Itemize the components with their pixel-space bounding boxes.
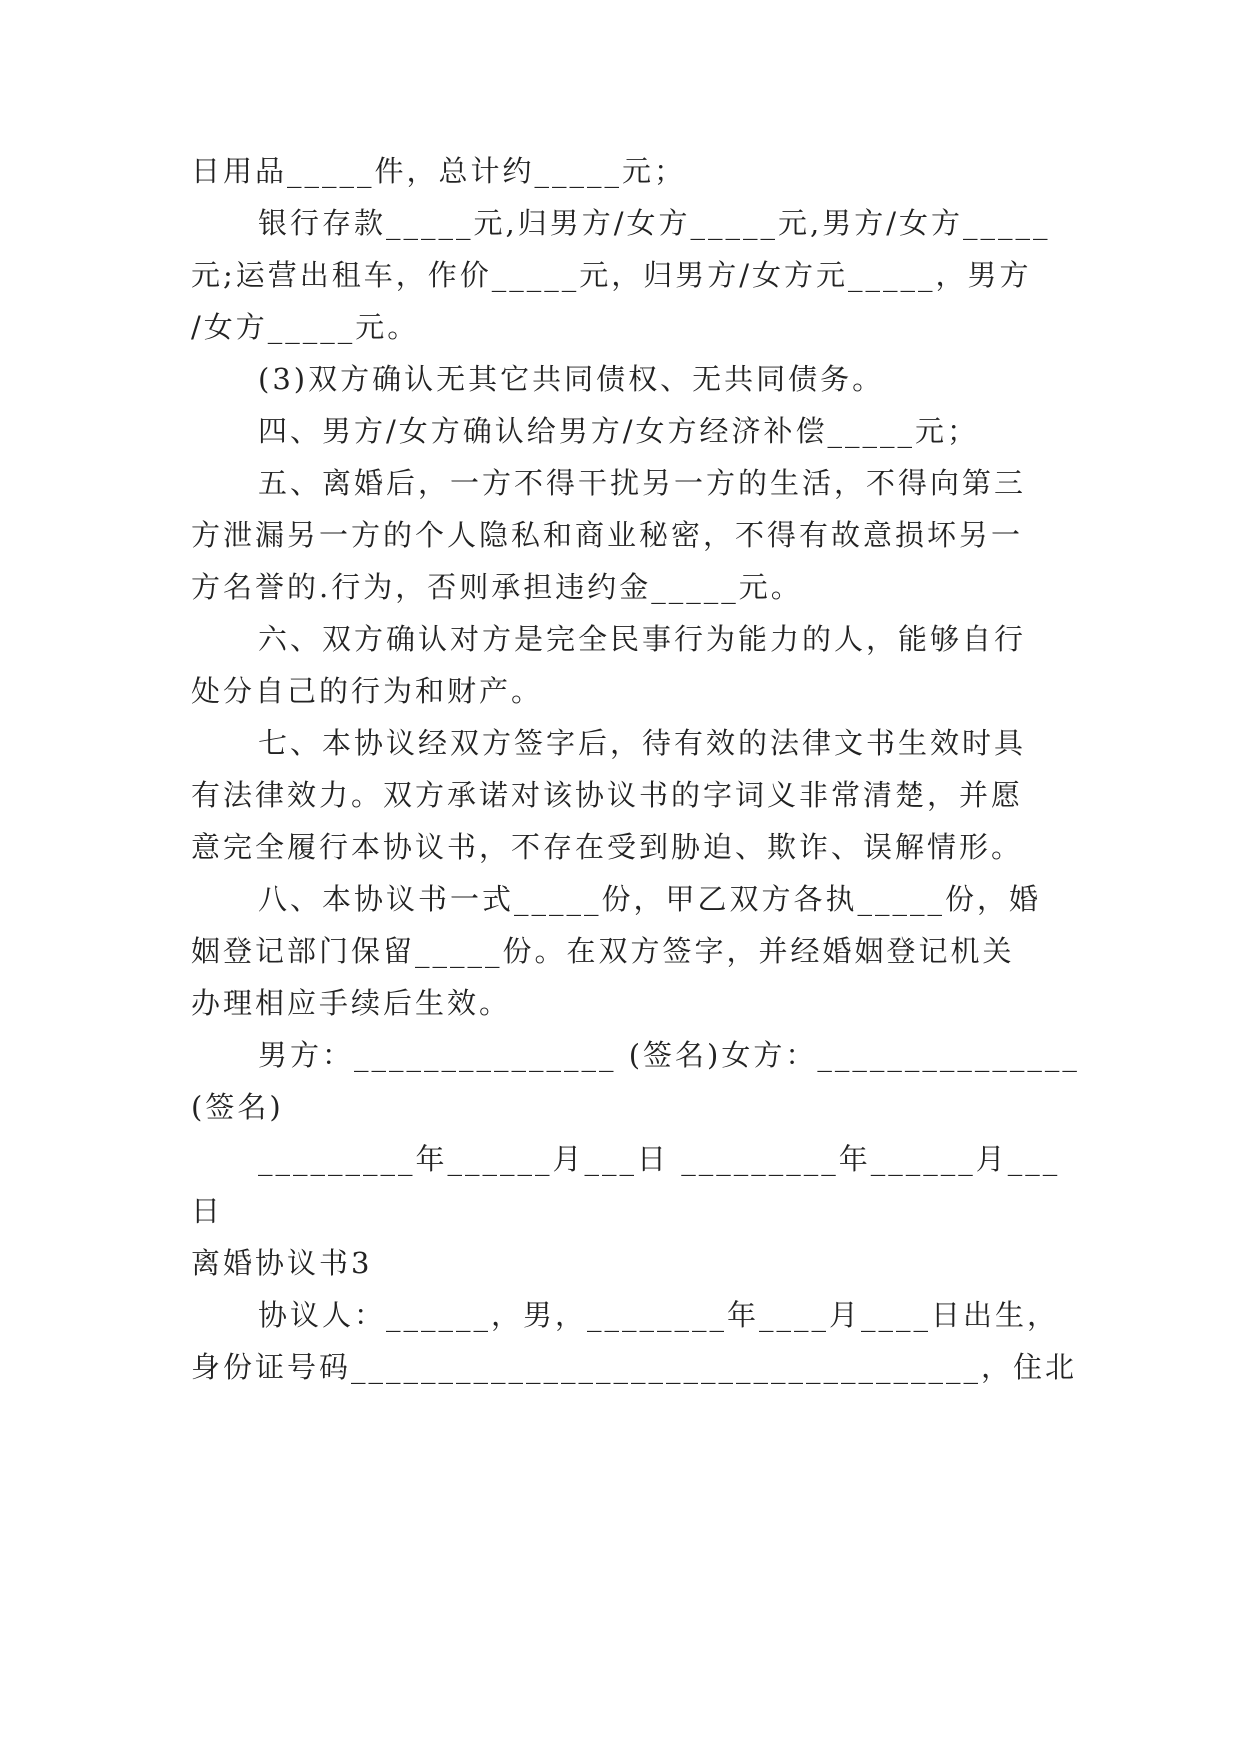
text-line: 元;运营出租车，作价_____元，归男方/女方元_____，男方: [191, 258, 1032, 292]
text-line: 五、离婚后，一方不得干扰另一方的生活，不得向第三: [258, 466, 1027, 500]
text-line: 四、男方/女方确认给男方/女方经济补偿_____元；: [258, 414, 980, 448]
text-line: /女方_____元。: [191, 310, 420, 344]
text-line: 协议人：______，男，________年____月____日出生，: [258, 1298, 1060, 1332]
signature-line: 男方：_______________ (签名)女方：_______________: [258, 1038, 1080, 1072]
text-line: 银行存款_____元,归男方/女方_____元,男方/女方_____: [258, 206, 1051, 240]
text-line: 日: [191, 1194, 224, 1228]
text-line: 姻登记部门保留_____份。在双方签字，并经婚姻登记机关: [191, 934, 1015, 968]
text-line: 办理相应手续后生效。: [191, 986, 512, 1020]
text-line: 意完全履行本协议书，不存在受到胁迫、欺诈、误解情形。: [191, 830, 1024, 864]
section-title: 离婚协议书3: [191, 1246, 373, 1280]
text-line: 身份证号码____________________________________，住北: [191, 1350, 1078, 1384]
text-line: 日用品_____件，总计约_____元；: [191, 154, 687, 188]
text-line: (3)双方确认无其它共同债权、无共同债务。: [258, 362, 885, 396]
text-line: 七、本协议经双方签字后，待有效的法律文书生效时具: [258, 726, 1027, 760]
text-line: 方泄漏另一方的个人隐私和商业秘密，不得有故意损坏另一: [191, 518, 1024, 552]
text-line: 有法律效力。双方承诺对该协议书的字词义非常清楚，并愿: [191, 778, 1024, 812]
text-line: 六、双方确认对方是完全民事行为能力的人，能够自行: [258, 622, 1027, 656]
date-line: _________年______月___日 _________年______月___: [258, 1142, 1061, 1176]
text-line: 处分自己的行为和财产。: [191, 674, 544, 708]
text-line: 方名誉的.行为，否则承担违约金_____元。: [191, 570, 803, 604]
text-line: 八、本协议书一式_____份，甲乙双方各执_____份，婚: [258, 882, 1042, 916]
text-line: (签名): [191, 1090, 284, 1124]
